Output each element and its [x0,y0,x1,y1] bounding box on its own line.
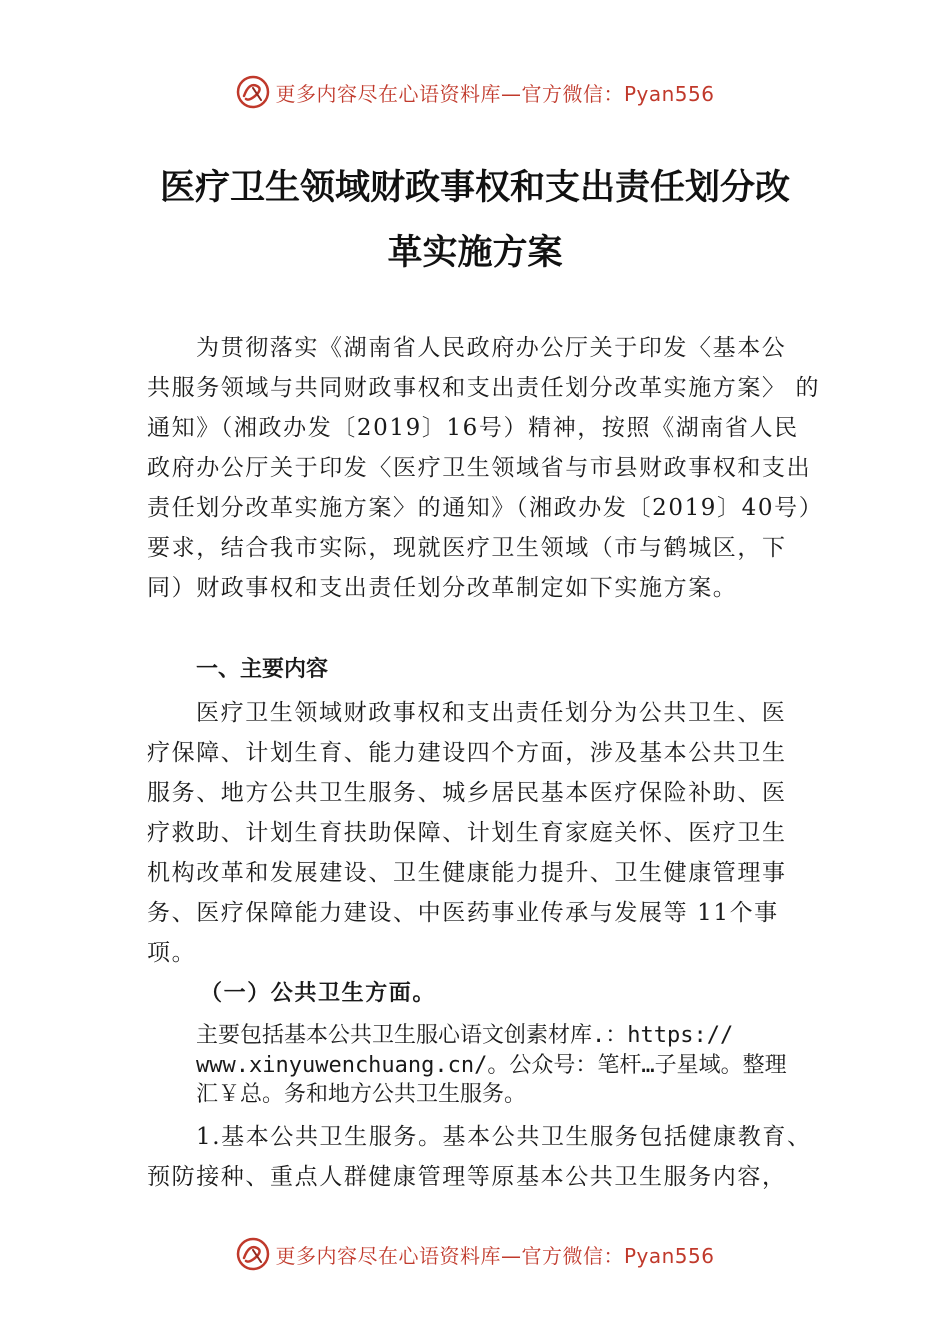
seal-logo-icon [235,1236,271,1272]
item-line: 1.基本公共卫生服务。基本公共卫生服务包括健康教育、 [196,1124,812,1150]
body-line: 机构改革和发展建设、卫生健康能力提升、卫生健康管理事 [147,860,787,886]
intro-line: 要求，结合我市实际，现就医疗卫生领域（市与鹤城区，下 [147,535,787,561]
section-heading: 一、主要内容 [196,657,329,682]
body-line: 医疗卫生领域财政事权和支出责任划分为公共卫生、医 [196,700,787,726]
sub-heading: （一）公共卫生方面。 [200,980,437,1006]
item-line: 预防接种、重点人群健康管理等原基本公共卫生服务内容， [147,1164,787,1190]
mono-line: www.xinyuwenchuang.cn/。公众号：笔杆…子星域。整理 [196,1053,787,1078]
intro-line: 共服务领域与共同财政事权和支出责任划分改革实施方案〉 的 [147,375,821,401]
watermark-text-bottom: 更多内容尽在心语资料库—官方微信：Pyan556 [275,1243,715,1268]
page-title-line-1: 医疗卫生领域财政事权和支出责任划分改 [159,167,790,208]
body-line: 疗保障、计划生育、能力建设四个方面，涉及基本公共卫生 [147,740,787,766]
body-line: 服务、地方公共卫生服务、城乡居民基本医疗保险补助、医 [147,780,787,806]
intro-line: 同）财政事权和支出责任划分改革制定如下实施方案。 [147,575,738,601]
body-line: 疗救助、计划生育扶助保障、计划生育家庭关怀、医疗卫生 [147,820,787,846]
watermark-text-top: 更多内容尽在心语资料库—官方微信：Pyan556 [275,81,715,106]
body-line: 务、医疗保障能力建设、中医药事业传承与发展等 11个事 [147,900,779,926]
intro-line: 为贯彻落实《湖南省人民政府办公厅关于印发〈基本公 [196,335,787,361]
body-line: 项。 [147,940,197,966]
mono-line: 主要包括基本公共卫生服心语文创素材库.：https:// [196,1023,734,1048]
page-title-line-2: 革实施方案 [387,232,563,273]
watermark-banner-bottom [0,1232,950,1276]
intro-line: 通知》（湘政办发〔2019〕16号）精神，按照《湖南省人民 [147,415,799,441]
intro-line: 责任划分改革实施方案〉的通知》（湘政办发〔2019〕40号） [147,495,824,521]
watermark-banner-top [0,70,950,114]
intro-line: 政府办公厅关于印发〈医疗卫生领域省与市县财政事权和支出 [147,455,812,481]
mono-line: 汇￥总。务和地方公共卫生服务。 [196,1082,527,1107]
seal-logo-icon [235,74,271,110]
